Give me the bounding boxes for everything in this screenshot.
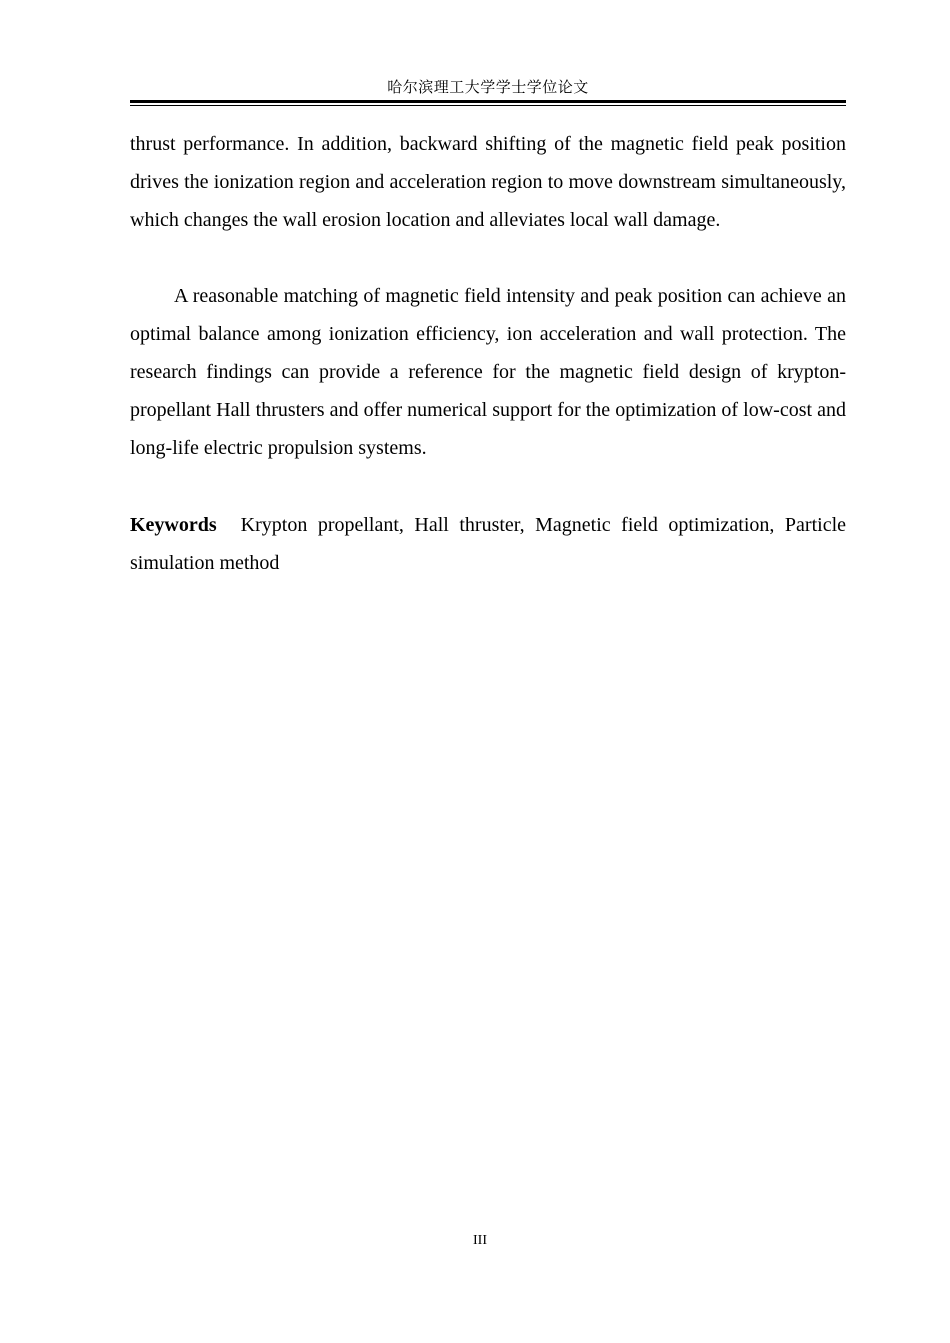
- keywords-section: [130, 506, 846, 582]
- keywords-label: Keywords: [130, 514, 217, 536]
- body-paragraph-2: A reasonable matching of magnetic field intensity and peak position can achieve an optimal balance among ionization efficiency, ion acceleration and wall protection. The research findings can provide a reference for the magnetic field design of krypton-propellant Hall thrusters and offer numerical support for the optimization of low-cost and long-life electric propulsion systems.: [130, 285, 846, 459]
- page-number: III: [473, 1233, 487, 1248]
- page-header-title: 哈尔滨理工大学学士学位论文: [387, 80, 589, 96]
- header-rule-thin: [130, 105, 846, 106]
- keywords-text: Krypton propellant, Hall thruster, Magnetic field optimization, Particle simulation method: [130, 514, 846, 574]
- body-paragraph-1: thrust performance. In addition, backward shifting of the magnetic field peak position drives the ionization region and acceleration region to move downstream simultaneously, which changes the wall erosion location and alleviates local wall damage.: [130, 133, 846, 231]
- header-rule-thick: [130, 100, 846, 103]
